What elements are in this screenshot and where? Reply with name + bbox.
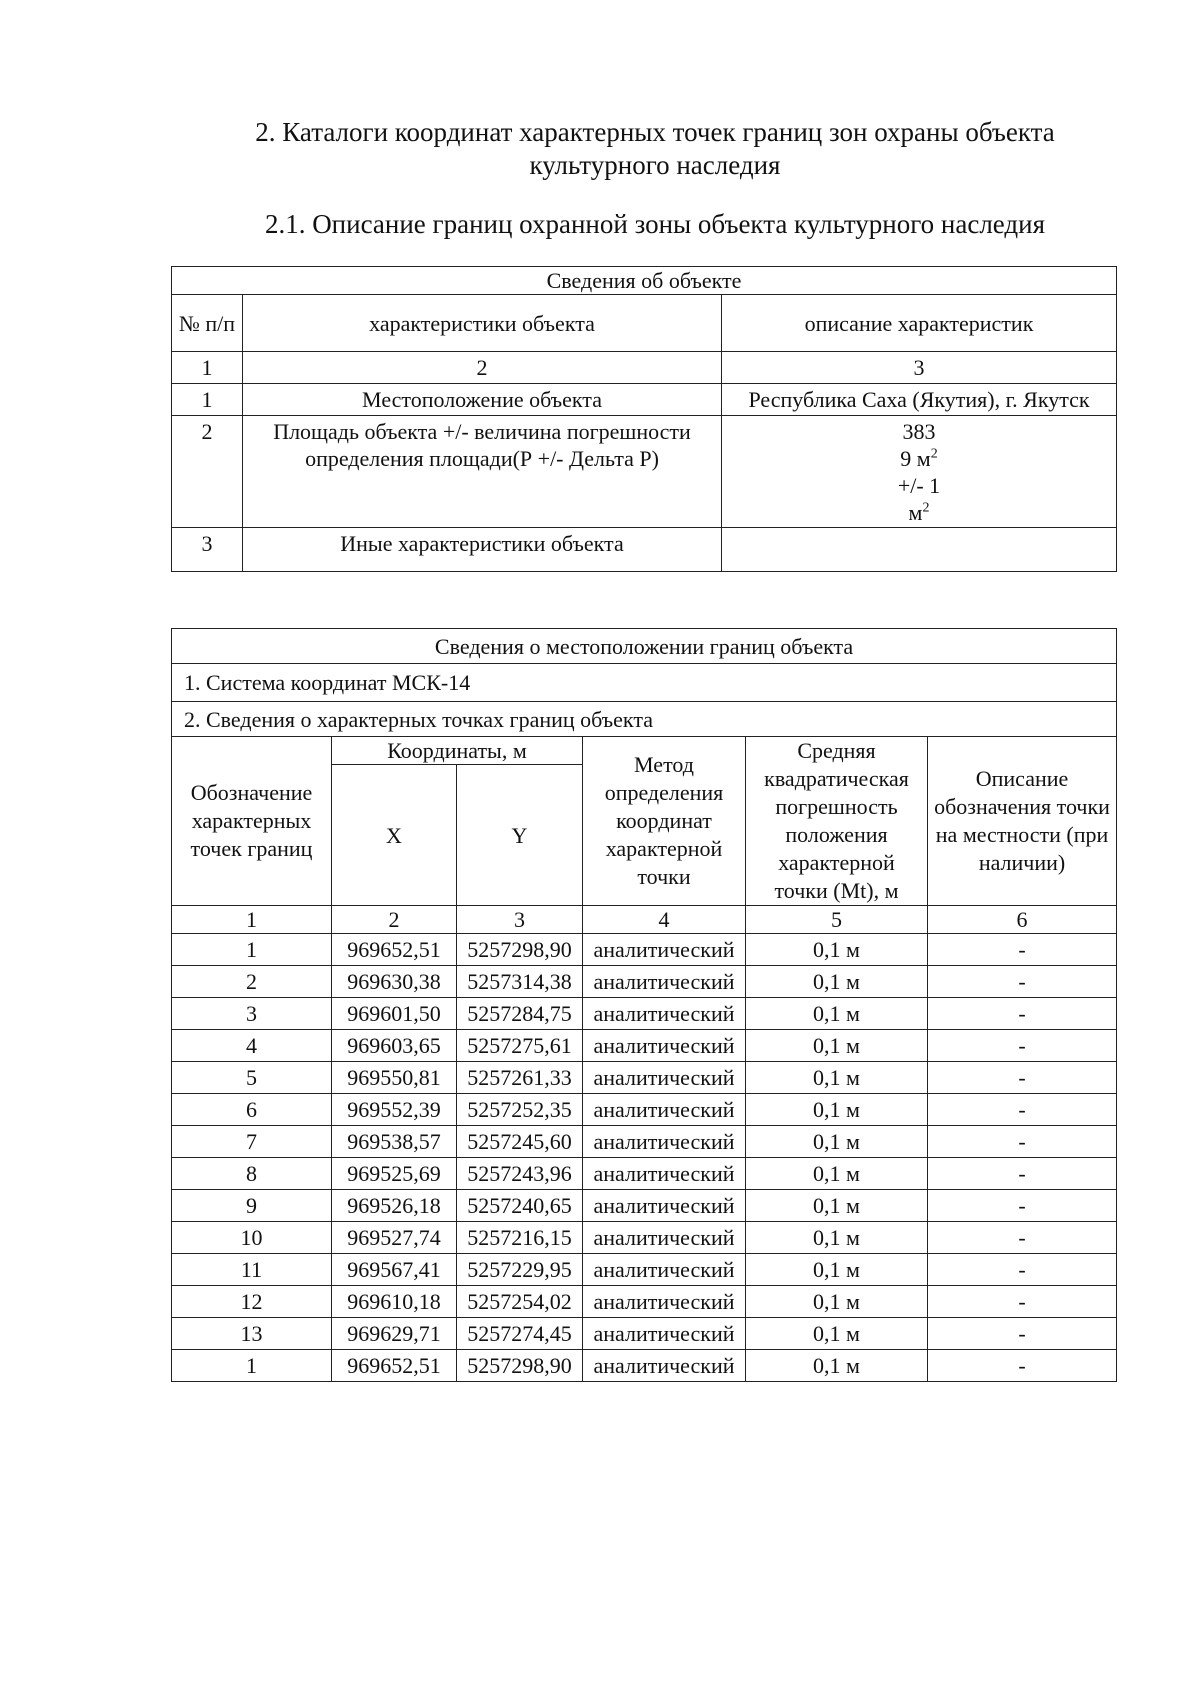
coordinate-x: 969550,81 [332, 1062, 457, 1094]
point-designation: 8 [172, 1158, 332, 1190]
table-row [172, 1158, 1117, 1190]
table-row [172, 1094, 1117, 1126]
point-description: - [928, 1030, 1117, 1062]
coordinate-x: 969652,51 [332, 934, 457, 966]
coordinate-y: 5257261,33 [457, 1062, 583, 1094]
coordinate-y: 5257314,38 [457, 966, 583, 998]
point-designation: 1 [172, 934, 332, 966]
point-description: - [928, 1254, 1117, 1286]
column-number: 6 [928, 906, 1117, 934]
point-designation: 3 [172, 998, 332, 1030]
coordinate-y: 5257245,60 [457, 1126, 583, 1158]
coordinate-system-row: 1. Система координат МСК-14 [172, 664, 1117, 702]
method-cell: аналитический [583, 1350, 746, 1382]
points-section-row: 2. Сведения о характерных точках границ объекта [172, 702, 1117, 737]
coordinate-y: 5257243,96 [457, 1158, 583, 1190]
error-cell: 0,1 м [746, 1126, 928, 1158]
header-x: X [332, 765, 457, 906]
row-number: 3 [172, 528, 243, 572]
point-designation: 2 [172, 966, 332, 998]
column-number: 2 [243, 352, 722, 384]
coordinate-x: 969525,69 [332, 1158, 457, 1190]
table-row [172, 1190, 1117, 1222]
section-subtitle: 2.1. Описание границ охранной зоны объекта культурного наследия [264, 209, 1046, 239]
method-cell: аналитический [583, 966, 746, 998]
table-row [172, 1254, 1117, 1286]
point-description: - [928, 1222, 1117, 1254]
coordinate-x: 969601,50 [332, 998, 457, 1030]
method-cell: аналитический [583, 1318, 746, 1350]
error-cell: 0,1 м [746, 1030, 928, 1062]
point-description: - [928, 1094, 1117, 1126]
characteristic-value: Республика Саха (Якутия), г. Якутск [722, 384, 1117, 416]
coordinate-x: 969629,71 [332, 1318, 457, 1350]
table-row [172, 528, 1117, 572]
method-cell: аналитический [583, 1222, 746, 1254]
error-cell: 0,1 м [746, 966, 928, 998]
method-cell: аналитический [583, 934, 746, 966]
point-description: - [928, 1350, 1117, 1382]
coordinate-y: 5257254,02 [457, 1286, 583, 1318]
point-description: - [928, 1190, 1117, 1222]
table-row [172, 1350, 1117, 1382]
table-row [172, 384, 1117, 416]
object-table-caption: Сведения об объекте [172, 267, 1117, 295]
header-number: № п/п [172, 295, 243, 352]
coordinate-y: 5257274,45 [457, 1318, 583, 1350]
column-number: 4 [583, 906, 746, 934]
method-cell: аналитический [583, 1126, 746, 1158]
method-cell: аналитический [583, 998, 746, 1030]
coordinate-x: 969527,74 [332, 1222, 457, 1254]
method-cell: аналитический [583, 1158, 746, 1190]
characteristic-value [722, 528, 1117, 572]
column-number: 1 [172, 906, 332, 934]
method-cell: аналитический [583, 1030, 746, 1062]
row-number: 1 [172, 384, 243, 416]
point-description: - [928, 1126, 1117, 1158]
coordinate-x: 969610,18 [332, 1286, 457, 1318]
coordinate-y: 5257216,15 [457, 1222, 583, 1254]
page-title-line-2: культурного наследия [529, 150, 781, 180]
point-description: - [928, 1158, 1117, 1190]
boundary-location-table [171, 628, 1117, 1382]
error-cell: 0,1 м [746, 1062, 928, 1094]
column-number: 3 [457, 906, 583, 934]
point-designation: 9 [172, 1190, 332, 1222]
object-info-table [171, 266, 1117, 572]
error-cell: 0,1 м [746, 934, 928, 966]
method-cell: аналитический [583, 1190, 746, 1222]
point-description: - [928, 934, 1117, 966]
area-value-text: м [908, 500, 923, 525]
characteristic-name: Иные характеристики объекта [243, 528, 722, 572]
error-cell: 0,1 м [746, 1254, 928, 1286]
method-cell: аналитический [583, 1254, 746, 1286]
coordinate-y: 5257229,95 [457, 1254, 583, 1286]
table-row [172, 1126, 1117, 1158]
area-value-line [725, 499, 1113, 526]
point-designation: 6 [172, 1094, 332, 1126]
header-method: Метод определения координат характерной точки [583, 737, 746, 906]
coordinate-y: 5257275,61 [457, 1030, 583, 1062]
point-designation: 12 [172, 1286, 332, 1318]
column-number: 5 [746, 906, 928, 934]
table-row [172, 1222, 1117, 1254]
location-table-caption: Сведения о местоположении границ объекта [172, 629, 1117, 664]
characteristic-name: Площадь объекта +/- величина погрешности определения площади(Р +/- Дельта Р) [243, 416, 722, 528]
table-row [172, 416, 1117, 528]
area-value-line: 383 [902, 419, 936, 444]
table-row [172, 966, 1117, 998]
point-designation: 1 [172, 1350, 332, 1382]
error-cell: 0,1 м [746, 1094, 928, 1126]
header-description: описание характеристик [722, 295, 1117, 352]
coordinate-y: 5257284,75 [457, 998, 583, 1030]
coordinate-x: 969630,38 [332, 966, 457, 998]
error-cell: 0,1 м [746, 1222, 928, 1254]
coordinate-x: 969652,51 [332, 1350, 457, 1382]
header-y: Y [457, 765, 583, 906]
point-designation: 13 [172, 1318, 332, 1350]
coordinate-x: 969526,18 [332, 1190, 457, 1222]
error-cell: 0,1 м [746, 1318, 928, 1350]
coordinate-y: 5257298,90 [457, 934, 583, 966]
method-cell: аналитический [583, 1062, 746, 1094]
column-number: 3 [722, 352, 1117, 384]
table-row [172, 934, 1117, 966]
table-row [172, 1062, 1117, 1094]
method-cell: аналитический [583, 1286, 746, 1318]
point-designation: 5 [172, 1062, 332, 1094]
page-title-line-1: 2. Каталоги координат характерных точек границ зон охраны объекта [255, 117, 1055, 147]
area-value-text: 9 м [900, 446, 931, 471]
point-description: - [928, 1318, 1117, 1350]
table-row [172, 1286, 1117, 1318]
error-cell: 0,1 м [746, 1286, 928, 1318]
coordinate-x: 969567,41 [332, 1254, 457, 1286]
header-point-designation: Обозначение характерных точек границ [172, 737, 332, 906]
unit-superscript: 2 [922, 500, 930, 516]
coordinate-y: 5257298,90 [457, 1350, 583, 1382]
point-designation: 11 [172, 1254, 332, 1286]
table-row [172, 1030, 1117, 1062]
header-characteristic: характеристики объекта [243, 295, 722, 352]
error-cell: 0,1 м [746, 1190, 928, 1222]
error-cell: 0,1 м [746, 1350, 928, 1382]
table-row [172, 1318, 1117, 1350]
header-point-description: Описание обозначения точки на местности (при наличии) [928, 737, 1117, 906]
area-value-line: +/- 1 [897, 473, 941, 498]
area-value-line [725, 445, 1113, 472]
point-description: - [928, 998, 1117, 1030]
coordinate-x: 969538,57 [332, 1126, 457, 1158]
point-designation: 7 [172, 1126, 332, 1158]
error-cell: 0,1 м [746, 998, 928, 1030]
characteristic-name: Местоположение объекта [243, 384, 722, 416]
coordinate-y: 5257252,35 [457, 1094, 583, 1126]
point-designation: 10 [172, 1222, 332, 1254]
header-coordinates: Координаты, м [332, 737, 583, 765]
point-description: - [928, 966, 1117, 998]
header-error: Средняя квадратическая погрешность положения характерной точки (Mt), м [746, 737, 928, 906]
point-description: - [928, 1062, 1117, 1094]
point-designation: 4 [172, 1030, 332, 1062]
column-number: 2 [332, 906, 457, 934]
page-title [170, 116, 1140, 182]
coordinate-y: 5257240,65 [457, 1190, 583, 1222]
column-number: 1 [172, 352, 243, 384]
point-description: - [928, 1286, 1117, 1318]
area-value [722, 416, 1117, 528]
unit-superscript: 2 [930, 446, 938, 462]
error-cell: 0,1 м [746, 1158, 928, 1190]
coordinate-x: 969552,39 [332, 1094, 457, 1126]
coordinate-x: 969603,65 [332, 1030, 457, 1062]
row-number: 2 [172, 416, 243, 528]
table-row [172, 998, 1117, 1030]
method-cell: аналитический [583, 1094, 746, 1126]
